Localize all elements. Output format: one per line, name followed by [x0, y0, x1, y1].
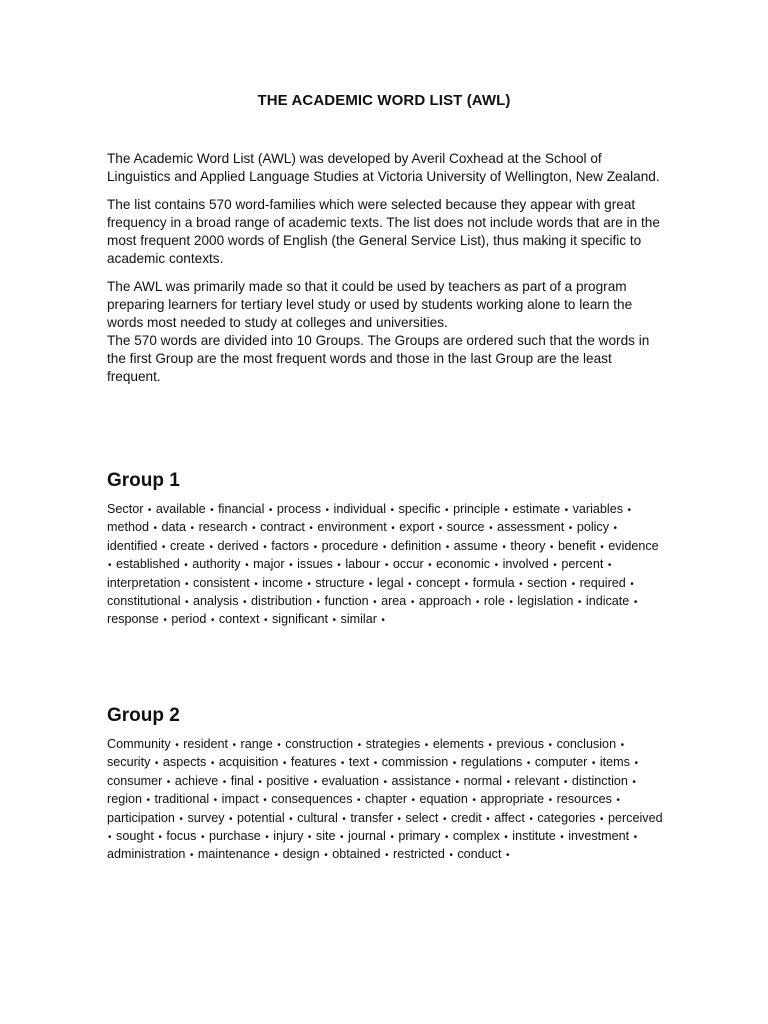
- bullet-separator: •: [210, 505, 214, 516]
- bullet-separator: •: [190, 523, 195, 535]
- word-item: estimate: [512, 502, 561, 516]
- word-item: labour: [345, 557, 381, 572]
- bullet-separator: •: [282, 758, 287, 770]
- bullet-separator: •: [340, 832, 344, 844]
- word-item: sought: [116, 829, 154, 844]
- word-item: strategies: [365, 737, 421, 751]
- word-item: concept: [416, 575, 461, 590]
- bullet-separator: •: [571, 578, 576, 590]
- word-item: potential: [237, 810, 285, 825]
- word-item: specific: [398, 502, 441, 516]
- word-item: issues: [297, 557, 333, 572]
- word-item: Community: [107, 737, 171, 751]
- bullet-separator: •: [325, 505, 330, 516]
- word-item: injury: [273, 829, 304, 844]
- word-item: consumer: [107, 773, 163, 788]
- word-item: context: [218, 612, 260, 627]
- bullet-separator: •: [289, 560, 293, 572]
- word-item: final: [230, 773, 254, 788]
- bullet-separator: •: [564, 505, 569, 516]
- word-item: principle: [453, 502, 500, 516]
- bullet-separator: •: [475, 597, 480, 609]
- group-2-word-list: [107, 736, 667, 865]
- bullet-separator: •: [385, 850, 389, 862]
- word-item: section: [527, 575, 568, 590]
- bullet-separator: •: [289, 813, 293, 825]
- bullet-separator: •: [632, 776, 636, 788]
- bullet-separator: •: [502, 541, 506, 553]
- bullet-separator: •: [185, 597, 189, 609]
- word-item: similar: [340, 612, 377, 627]
- bullet-separator: •: [332, 615, 337, 627]
- bullet-separator: •: [274, 850, 279, 862]
- word-item: equation: [419, 792, 468, 807]
- bullet-separator: •: [210, 615, 215, 627]
- bullet-separator: •: [526, 758, 531, 770]
- word-item: elements: [432, 737, 484, 751]
- word-item: commission: [381, 755, 449, 770]
- bullet-separator: •: [452, 758, 457, 770]
- bullet-separator: •: [411, 795, 416, 807]
- word-item: Sector: [107, 502, 144, 516]
- bullet-separator: •: [245, 560, 249, 572]
- word-item: procedure: [321, 538, 379, 553]
- bullet-separator: •: [210, 758, 215, 770]
- word-item: relevant: [514, 773, 560, 788]
- bullet-separator: •: [268, 505, 273, 516]
- bullet-separator: •: [381, 615, 385, 627]
- bullet-separator: •: [438, 523, 443, 535]
- bullet-separator: •: [616, 795, 620, 807]
- word-item: participation: [107, 810, 175, 825]
- bullet-separator: •: [147, 505, 152, 516]
- bullet-separator: •: [252, 523, 256, 535]
- bullet-separator: •: [383, 776, 388, 788]
- bullet-separator: •: [277, 740, 281, 751]
- bullet-separator: •: [316, 597, 320, 609]
- bullet-separator: •: [494, 560, 499, 572]
- intro-paragraph-2: The list contains 570 word-families which were selected because they appear with great frequency in a broad range of academic texts. The list does not include words that are in the most frequent 2000 words of English (the General Service List), thus making it specific to academic contexts.: [107, 197, 660, 266]
- word-item: factors: [271, 538, 310, 553]
- word-item: export: [399, 520, 435, 535]
- bullet-separator: •: [600, 541, 604, 553]
- bullet-separator: •: [179, 813, 183, 825]
- bullet-separator: •: [505, 850, 510, 862]
- word-item: period: [171, 612, 207, 627]
- intro-section: [107, 150, 667, 396]
- word-item: data: [161, 520, 187, 535]
- word-item: impact: [221, 792, 259, 807]
- group-2-section: [107, 705, 667, 865]
- word-item: traditional: [154, 792, 210, 807]
- bullet-separator: •: [163, 615, 167, 627]
- bullet-separator: •: [263, 795, 267, 807]
- word-item: chapter: [365, 792, 408, 807]
- word-item: benefit: [557, 538, 596, 553]
- word-item: resident: [183, 737, 229, 751]
- word-item: analysis: [193, 594, 239, 609]
- group-1-section: [107, 470, 667, 630]
- bullet-separator: •: [591, 758, 596, 770]
- word-item: assessment: [497, 520, 565, 535]
- word-item: conclusion: [556, 737, 617, 751]
- bullet-separator: •: [548, 795, 553, 807]
- bullet-separator: •: [390, 505, 395, 516]
- bullet-separator: •: [509, 597, 513, 609]
- word-item: acquisition: [218, 755, 279, 770]
- bullet-separator: •: [254, 578, 258, 590]
- bullet-separator: •: [633, 832, 638, 844]
- bullet-separator: •: [529, 813, 533, 825]
- bullet-separator: •: [397, 813, 402, 825]
- word-item: consequences: [271, 792, 353, 807]
- bullet-separator: •: [410, 597, 415, 609]
- word-item: perceived: [607, 810, 663, 825]
- bullet-separator: •: [342, 813, 346, 825]
- bullet-separator: •: [313, 541, 318, 553]
- bullet-separator: •: [368, 578, 373, 590]
- word-item: text: [348, 755, 370, 770]
- bullet-separator: •: [243, 597, 247, 609]
- word-item: primary: [398, 829, 441, 844]
- word-item: approach: [418, 594, 472, 609]
- word-item: range: [240, 737, 273, 751]
- word-item: financial: [218, 502, 265, 516]
- word-item: select: [405, 810, 439, 825]
- bullet-separator: •: [200, 832, 205, 844]
- group-1-heading: Group 1: [107, 470, 180, 491]
- word-item: assume: [453, 538, 498, 553]
- word-item: features: [290, 755, 337, 770]
- word-item: previous: [496, 737, 545, 751]
- bullet-separator: •: [382, 541, 387, 553]
- word-item: focus: [166, 829, 197, 844]
- word-item: role: [483, 594, 505, 609]
- word-item: derived: [217, 538, 259, 553]
- bullet-separator: •: [263, 615, 268, 627]
- bullet-separator: •: [263, 541, 267, 553]
- bullet-separator: •: [549, 541, 554, 553]
- word-item: legislation: [517, 594, 574, 609]
- bullet-separator: •: [258, 776, 262, 788]
- bullet-separator: •: [213, 795, 218, 807]
- bullet-separator: •: [607, 560, 612, 572]
- bullet-separator: •: [340, 758, 345, 770]
- word-item: design: [282, 847, 320, 862]
- bullet-separator: •: [154, 758, 159, 770]
- bullet-separator: •: [153, 523, 158, 535]
- bullet-separator: •: [442, 813, 447, 825]
- bullet-separator: •: [449, 850, 453, 862]
- bullet-separator: •: [424, 740, 429, 751]
- bullet-separator: •: [161, 541, 166, 553]
- bullet-separator: •: [630, 578, 634, 590]
- word-item: method: [107, 520, 150, 535]
- bullet-separator: •: [506, 776, 511, 788]
- word-item: complex: [452, 829, 500, 844]
- bullet-separator: •: [357, 740, 362, 751]
- bullet-separator: •: [307, 578, 311, 590]
- word-item: research: [198, 520, 248, 535]
- bullet-separator: •: [519, 578, 523, 590]
- word-item: evidence: [608, 538, 659, 553]
- bullet-separator: •: [633, 597, 638, 609]
- intro-paragraph-4: The 570 words are divided into 10 Groups. The Groups are ordered such that the words in the first Group are the most frequent words and those in the last Group are the least frequent.: [107, 333, 650, 384]
- bullet-separator: •: [563, 776, 568, 788]
- word-item: involved: [502, 557, 549, 572]
- bullet-separator: •: [324, 850, 328, 862]
- word-item: distinction: [571, 773, 628, 788]
- word-item: area: [381, 594, 407, 609]
- word-item: established: [116, 557, 180, 572]
- word-item: affect: [494, 810, 525, 825]
- bullet-separator: •: [613, 523, 618, 535]
- word-item: authority: [192, 557, 241, 572]
- bullet-separator: •: [313, 776, 318, 788]
- word-item: conduct: [457, 847, 502, 862]
- word-item: obtained: [332, 847, 381, 862]
- word-item: structure: [315, 575, 365, 590]
- word-item: administration: [107, 847, 186, 862]
- bullet-separator: •: [620, 740, 625, 751]
- intro-paragraph-1: The Academic Word List (AWL) was developed by Averil Coxhead at the School of Linguistics and Applied Language Studies at Victoria University of Wellington, New Zealand.: [107, 151, 660, 184]
- word-item: environment: [317, 520, 387, 535]
- word-item: identified: [107, 538, 158, 553]
- word-item: variables: [572, 502, 624, 516]
- word-item: indicate: [585, 594, 630, 609]
- bullet-separator: •: [108, 832, 112, 844]
- word-item: source: [446, 520, 485, 535]
- word-item: purchase: [208, 829, 261, 844]
- word-item: positive: [266, 773, 310, 788]
- bullet-separator: •: [232, 740, 237, 751]
- word-item: definition: [390, 538, 442, 553]
- group-2-heading: Group 2: [107, 705, 180, 726]
- word-item: categories: [537, 810, 596, 825]
- bullet-separator: •: [158, 832, 162, 844]
- word-item: survey: [187, 810, 225, 825]
- word-item: major: [253, 557, 285, 572]
- word-item: process: [276, 502, 321, 516]
- bullet-separator: •: [108, 560, 112, 572]
- word-item: consistent: [193, 575, 250, 590]
- word-item: assistance: [391, 773, 452, 788]
- bullet-separator: •: [146, 795, 151, 807]
- bullet-separator: •: [189, 850, 194, 862]
- word-item: transfer: [350, 810, 394, 825]
- word-item: required: [579, 575, 626, 590]
- bullet-separator: •: [209, 541, 213, 553]
- word-item: appropriate: [480, 792, 545, 807]
- word-item: occur: [392, 557, 424, 572]
- word-item: credit: [450, 810, 482, 825]
- word-item: available: [155, 502, 206, 516]
- bullet-separator: •: [634, 758, 638, 770]
- bullet-separator: •: [472, 795, 476, 807]
- bullet-separator: •: [486, 813, 490, 825]
- bullet-separator: •: [184, 560, 188, 572]
- word-item: response: [107, 612, 159, 627]
- word-item: maintenance: [197, 847, 271, 862]
- word-item: interpretation: [107, 575, 181, 590]
- word-item: restricted: [393, 847, 445, 862]
- bullet-separator: •: [444, 832, 449, 844]
- word-item: computer: [534, 755, 588, 770]
- bullet-separator: •: [464, 578, 469, 590]
- word-item: formula: [472, 575, 515, 590]
- bullet-separator: •: [445, 505, 449, 516]
- bullet-separator: •: [265, 832, 269, 844]
- word-item: contract: [260, 520, 305, 535]
- bullet-separator: •: [553, 560, 557, 572]
- group-1-word-list: [107, 501, 667, 630]
- bullet-separator: •: [309, 523, 313, 535]
- word-item: evaluation: [321, 773, 380, 788]
- intro-paragraph-3: The AWL was primarily made so that it could be used by teachers as part of a program preparing learners for tertiary level study or used by students working alone to learn the words most needed to study at colleges and universities.: [107, 279, 633, 330]
- word-item: institute: [512, 829, 556, 844]
- word-item: regulations: [460, 755, 523, 770]
- word-item: distribution: [251, 594, 312, 609]
- word-item: resources: [556, 792, 612, 807]
- bullet-separator: •: [229, 813, 233, 825]
- document-title: THE ACADEMIC WORD LIST (AWL): [257, 92, 511, 109]
- word-item: security: [107, 755, 151, 770]
- bullet-separator: •: [599, 813, 604, 825]
- word-item: aspects: [162, 755, 207, 770]
- bullet-separator: •: [222, 776, 227, 788]
- bullet-separator: •: [504, 505, 508, 516]
- word-item: significant: [271, 612, 328, 627]
- bullet-separator: •: [175, 740, 179, 751]
- bullet-separator: •: [408, 578, 412, 590]
- bullet-separator: •: [577, 597, 582, 609]
- word-item: economic: [436, 557, 491, 572]
- bullet-separator: •: [627, 505, 632, 516]
- word-item: constitutional: [107, 594, 181, 609]
- word-item: normal: [463, 773, 503, 788]
- bullet-separator: •: [568, 523, 573, 535]
- bullet-separator: •: [390, 832, 394, 844]
- bullet-separator: •: [391, 523, 395, 535]
- word-item: individual: [333, 502, 387, 516]
- bullet-separator: •: [384, 560, 389, 572]
- bullet-separator: •: [357, 795, 361, 807]
- bullet-separator: •: [504, 832, 508, 844]
- word-item: items: [599, 755, 630, 770]
- bullet-separator: •: [185, 578, 189, 590]
- bullet-separator: •: [307, 832, 312, 844]
- word-item: function: [324, 594, 369, 609]
- word-item: achieve: [174, 773, 219, 788]
- word-item: percent: [561, 557, 604, 572]
- word-item: investment: [568, 829, 630, 844]
- word-item: construction: [285, 737, 354, 751]
- word-item: policy: [576, 520, 610, 535]
- bullet-separator: •: [337, 560, 341, 572]
- word-item: journal: [348, 829, 386, 844]
- word-item: create: [169, 538, 205, 553]
- bullet-separator: •: [445, 541, 450, 553]
- bullet-separator: •: [428, 560, 432, 572]
- bullet-separator: •: [373, 597, 377, 609]
- word-item: legal: [376, 575, 404, 590]
- bullet-separator: •: [489, 523, 493, 535]
- word-item: region: [107, 792, 143, 807]
- word-item: income: [262, 575, 303, 590]
- word-item: cultural: [297, 810, 338, 825]
- bullet-separator: •: [166, 776, 171, 788]
- word-item: site: [315, 829, 336, 844]
- bullet-separator: •: [488, 740, 492, 751]
- bullet-separator: •: [560, 832, 564, 844]
- word-item: theory: [510, 538, 546, 553]
- bullet-separator: •: [548, 740, 553, 751]
- bullet-separator: •: [455, 776, 460, 788]
- bullet-separator: •: [373, 758, 378, 770]
